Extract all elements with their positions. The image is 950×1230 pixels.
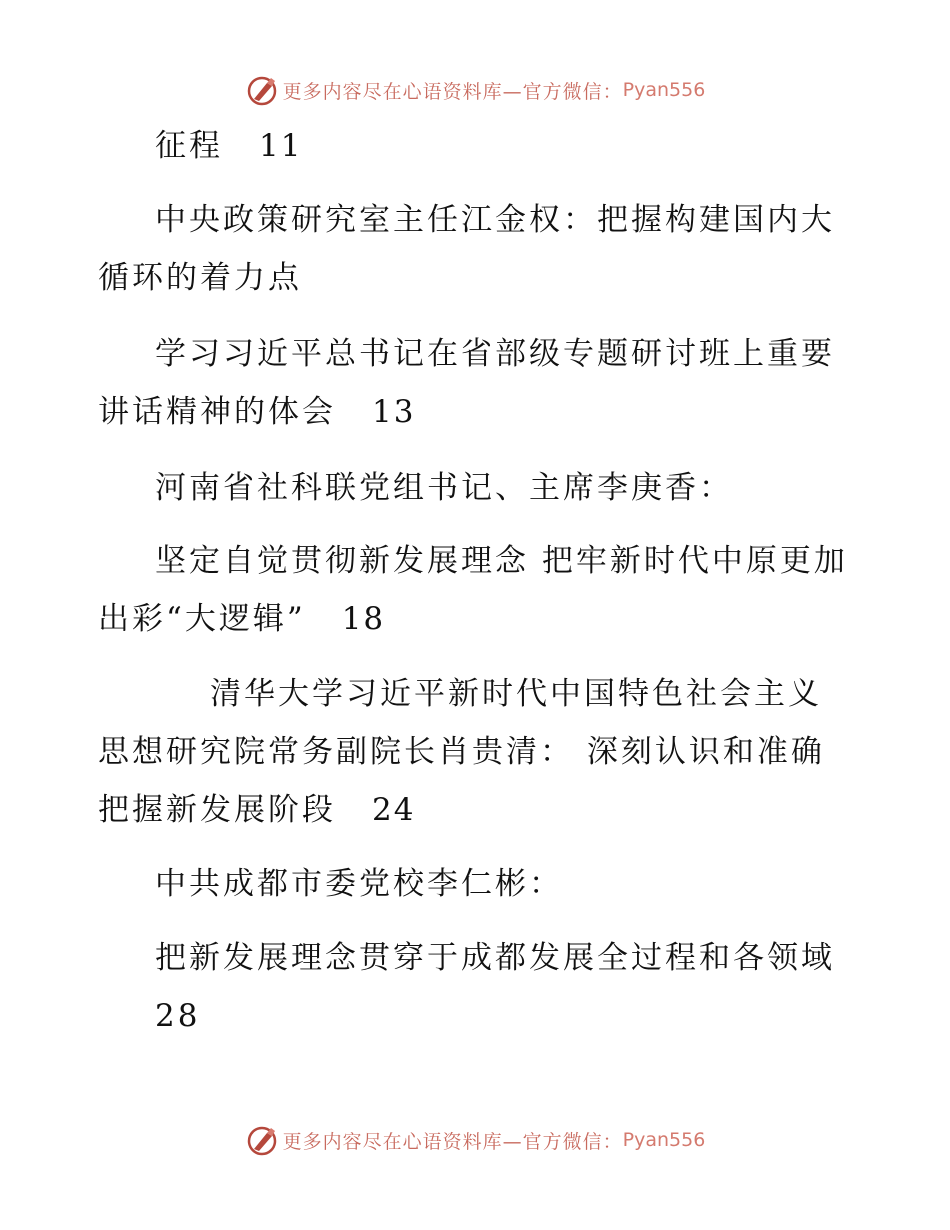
toc-entry-6-line-1: 清华大学习近平新时代中国特色社会主义 <box>210 676 822 712</box>
toc-entry-8-page-number: 28 <box>155 998 201 1034</box>
pen-nib-logo-icon <box>245 73 279 107</box>
toc-entry-5-line-1: 坚定自觉贯彻新发展理念 把牢新时代中原更加 <box>155 543 848 579</box>
watermark-wechat-id: Pyan556 <box>622 1129 706 1151</box>
toc-entry-6-line-3: 把握新发展阶段 24 <box>98 792 416 828</box>
toc-entry-8-line-1: 把新发展理念贯穿于成都发展全过程和各领域 <box>155 940 835 976</box>
toc-entry-5-line-2: 出彩“大逻辑” 18 <box>98 601 386 637</box>
toc-entry-3-line-2: 讲话精神的体会 13 <box>98 394 416 430</box>
toc-entry-7-line-1: 中共成都市委党校李仁彬： <box>155 866 563 902</box>
toc-page-number: 18 <box>341 601 386 637</box>
header-watermark <box>0 70 950 110</box>
toc-entry-6-line-2: 思想研究院常务副院长肖贵清： 深刻认识和准确 <box>98 734 825 770</box>
pen-nib-logo-icon <box>245 1123 279 1157</box>
toc-entry-1-line-1: 征程 11 <box>155 128 303 164</box>
toc-entry-4-line-1: 河南省社科联党组书记、主席李庚香： <box>155 470 733 506</box>
toc-entry-3-line-1: 学习习近平总书记在省部级专题研讨班上重要 <box>155 336 835 372</box>
toc-page-number: 11 <box>259 128 303 164</box>
footer-watermark <box>0 1120 950 1160</box>
toc-page-number: 13 <box>372 394 416 430</box>
watermark-text: 更多内容尽在心语资料库—官方微信： <box>282 80 623 103</box>
watermark-wechat-id: Pyan556 <box>622 79 706 101</box>
toc-entry-2-line-1: 中央政策研究室主任江金权：把握构建国内大 <box>155 202 835 238</box>
watermark-text: 更多内容尽在心语资料库—官方微信： <box>282 1130 623 1153</box>
toc-page-number: 24 <box>372 792 416 828</box>
toc-entry-2-line-2: 循环的着力点 <box>98 260 302 296</box>
